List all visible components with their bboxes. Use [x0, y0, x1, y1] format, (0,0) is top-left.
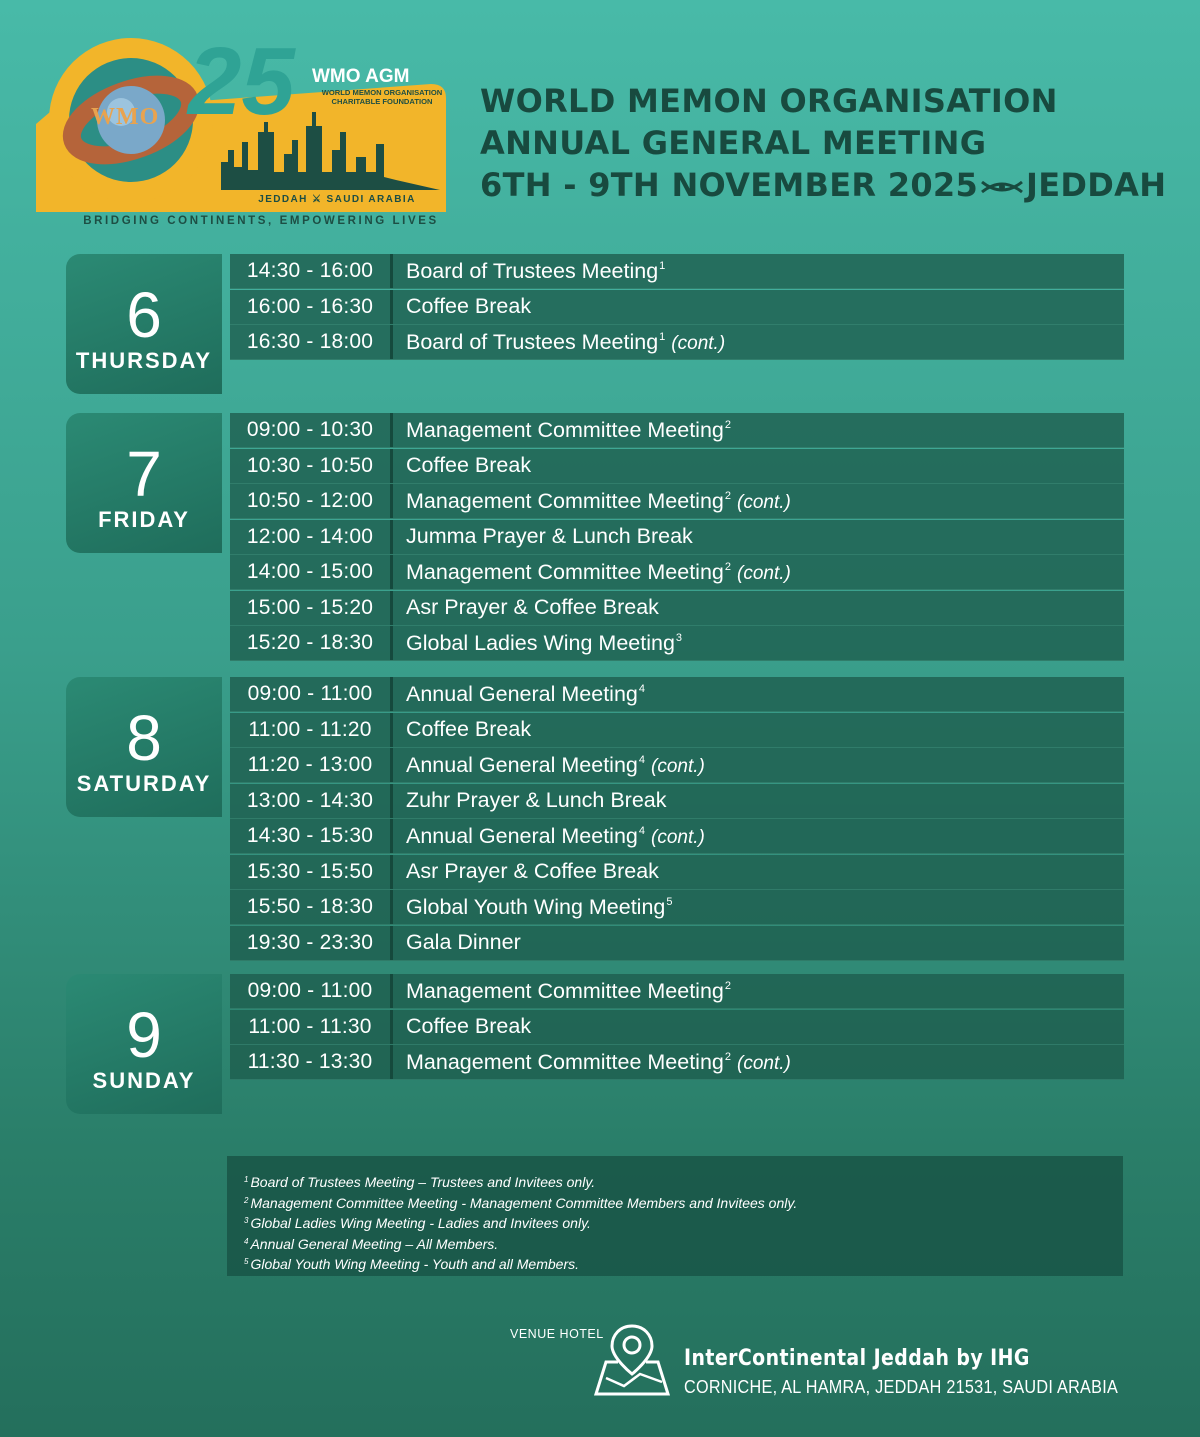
logo-agm-label: WMO AGM	[312, 66, 410, 87]
footnote-marker: 1	[659, 259, 666, 272]
session-time: 14:00 - 15:00	[230, 555, 393, 589]
day-card	[66, 974, 222, 1114]
day-number: 9	[126, 999, 162, 1071]
session-time: 15:20 - 18:30	[230, 626, 393, 660]
session-event	[393, 524, 693, 549]
session-event	[393, 895, 673, 920]
session-row	[230, 626, 1124, 661]
session-event	[393, 753, 705, 778]
session-time: 11:00 - 11:30	[230, 1010, 393, 1044]
map-pin-icon	[594, 1322, 670, 1398]
session-event	[393, 418, 731, 443]
session-time: 13:00 - 14:30	[230, 784, 393, 818]
footnote-item	[244, 1171, 1123, 1192]
footnote-marker: 2	[724, 560, 731, 573]
session-title: Coffee Break	[406, 294, 532, 318]
footnote-number: 2	[244, 1195, 249, 1205]
session-event	[393, 788, 667, 813]
footnotes-list	[227, 1156, 1123, 1274]
continued-label: (cont.)	[651, 826, 705, 848]
session-title: Zuhr Prayer & Lunch Break	[406, 788, 667, 812]
session-time: 10:50 - 12:00	[230, 484, 393, 518]
footnote-item	[244, 1253, 1123, 1274]
session-title: Management Committee Meeting	[406, 978, 724, 1003]
session-row	[230, 591, 1124, 626]
footnote-number: 3	[244, 1216, 249, 1226]
session-event	[393, 259, 665, 284]
session-title: Jumma Prayer & Lunch Break	[406, 524, 693, 548]
session-event	[393, 453, 531, 478]
session-row	[230, 713, 1124, 748]
continued-label: (cont.)	[737, 491, 791, 513]
session-title: Annual General Meeting	[406, 681, 638, 706]
session-event	[393, 979, 731, 1004]
session-time: 11:20 - 13:00	[230, 748, 393, 782]
session-row	[230, 520, 1124, 555]
session-time: 09:00 - 11:00	[230, 677, 393, 711]
session-title: Gala Dinner	[406, 930, 521, 954]
wmo-agm-logo	[36, 22, 448, 232]
session-event	[393, 631, 682, 656]
header-line-1: WORLD MEMON ORGANISATION	[480, 82, 1058, 120]
session-event	[393, 717, 531, 742]
session-event	[393, 330, 725, 355]
footnote-marker: 1	[659, 330, 666, 343]
session-title: Board of Trustees Meeting	[406, 329, 659, 354]
day-name: SUNDAY	[92, 1068, 196, 1093]
session-row	[230, 1010, 1124, 1045]
session-time: 09:00 - 11:00	[230, 974, 393, 1008]
session-row	[230, 484, 1124, 519]
session-time: 14:30 - 16:00	[230, 254, 393, 288]
footnote-text: Annual General Meeting – All Members.	[250, 1235, 499, 1252]
footnote-number: 5	[244, 1257, 249, 1267]
venue-name: InterContinental Jeddah by IHG	[684, 1346, 1030, 1371]
session-event	[393, 560, 791, 585]
footnote-marker: 4	[638, 753, 645, 766]
footnote-item	[244, 1212, 1123, 1233]
session-row	[230, 290, 1124, 325]
session-row	[230, 974, 1124, 1009]
session-time: 12:00 - 14:00	[230, 520, 393, 554]
session-title: Global Ladies Wing Meeting	[406, 630, 675, 655]
session-title: Asr Prayer & Coffee Break	[406, 595, 659, 619]
footnote-text: Board of Trustees Meeting – Trustees and Invitees only.	[250, 1174, 596, 1190]
venue-address: CORNICHE, AL HAMRA, JEDDAH 21531, SAUDI ARABIA	[684, 1377, 1119, 1397]
session-event	[393, 859, 659, 884]
footnote-marker: 2	[724, 1050, 731, 1063]
logo-edition: 25	[188, 28, 295, 135]
session-event	[393, 595, 659, 620]
day-number: 7	[126, 438, 162, 510]
session-title: Management Committee Meeting	[406, 488, 724, 513]
session-time: 16:30 - 18:00	[230, 325, 393, 359]
session-time: 15:50 - 18:30	[230, 890, 393, 924]
session-event	[393, 824, 705, 849]
session-event	[393, 1014, 531, 1039]
logo-foundation: WORLD MEMON ORGANISATION CHARITABLE FOUNDATION	[321, 88, 443, 106]
session-time: 15:00 - 15:20	[230, 591, 393, 625]
session-row	[230, 748, 1124, 783]
day-card	[66, 413, 222, 553]
footnote-text: Global Ladies Wing Meeting - Ladies and Invitees only.	[250, 1215, 591, 1232]
session-event	[393, 1050, 791, 1075]
session-row	[230, 254, 1124, 289]
day-sessions	[230, 254, 1124, 361]
session-title: Asr Prayer & Coffee Break	[406, 859, 659, 883]
header-city: JEDDAH	[1026, 166, 1167, 204]
footnote-number: 1	[244, 1175, 249, 1184]
day-name: THURSDAY	[75, 348, 213, 373]
day-sessions	[230, 413, 1124, 662]
footnote-marker: 4	[638, 682, 645, 695]
session-event	[393, 489, 791, 514]
day-card	[66, 254, 222, 394]
session-row	[230, 784, 1124, 819]
session-time: 09:00 - 10:30	[230, 413, 393, 447]
session-row	[230, 555, 1124, 590]
day-sessions	[230, 677, 1124, 961]
session-time: 10:30 - 10:50	[230, 449, 393, 483]
footnote-marker: 5	[666, 895, 673, 908]
session-title: Management Committee Meeting	[406, 559, 724, 584]
session-title: Coffee Break	[406, 453, 532, 477]
continued-label: (cont.)	[737, 562, 791, 584]
session-row	[230, 855, 1124, 890]
session-row	[230, 677, 1124, 712]
session-time: 11:30 - 13:30	[230, 1045, 393, 1079]
session-row	[230, 926, 1124, 961]
footnote-number: 4	[244, 1236, 249, 1246]
session-title: Board of Trustees Meeting	[406, 258, 659, 283]
day-card	[66, 677, 222, 817]
session-title: Management Committee Meeting	[406, 1049, 724, 1074]
footnote-item	[244, 1233, 1123, 1254]
session-event	[393, 930, 521, 955]
footnote-text: Management Committee Meeting - Management Committee Members and Invitees only.	[250, 1194, 798, 1211]
footnote-marker: 2	[724, 979, 731, 992]
footnote-item	[244, 1192, 1123, 1213]
header-line-2: ANNUAL GENERAL MEETING	[480, 124, 987, 162]
day-number: 8	[126, 702, 162, 774]
header-line-3	[480, 164, 1180, 206]
session-time: 15:30 - 15:50	[230, 855, 393, 889]
logo-initials: WMO	[91, 104, 160, 130]
footnotes-panel	[227, 1156, 1123, 1276]
session-time: 19:30 - 23:30	[230, 926, 393, 960]
session-event	[393, 682, 645, 707]
event-header	[480, 80, 1180, 206]
session-title: Coffee Break	[406, 717, 532, 741]
session-time: 16:00 - 16:30	[230, 290, 393, 324]
session-title: Annual General Meeting	[406, 752, 638, 777]
footnote-text: Global Youth Wing Meeting - Youth and all Members.	[250, 1256, 580, 1273]
crossed-swords-icon	[980, 176, 1024, 198]
session-title: Annual General Meeting	[406, 823, 638, 848]
continued-label: (cont.)	[737, 1052, 791, 1074]
session-row	[230, 449, 1124, 484]
logo-location: JEDDAH ⚔ SAUDI ARABIA	[258, 194, 416, 205]
session-title: Global Youth Wing Meeting	[406, 894, 666, 919]
session-event	[393, 294, 531, 319]
session-row	[230, 413, 1124, 448]
logo-tagline: BRIDGING CONTINENTS, EMPOWERING LIVES	[83, 215, 439, 227]
header-dates: 6TH - 9TH NOVEMBER 2025	[480, 166, 979, 204]
session-row	[230, 890, 1124, 925]
continued-label: (cont.)	[651, 755, 705, 777]
venue-label: VENUE HOTEL	[510, 1327, 604, 1341]
day-name: SATURDAY	[76, 771, 212, 796]
continued-label: (cont.)	[671, 332, 726, 354]
footnote-marker: 4	[638, 824, 645, 837]
session-time: 11:00 - 11:20	[230, 713, 393, 747]
session-row	[230, 819, 1124, 854]
session-time: 14:30 - 15:30	[230, 819, 393, 853]
day-number: 6	[126, 279, 162, 351]
session-row	[230, 325, 1124, 360]
day-sessions	[230, 974, 1124, 1081]
session-title: Coffee Break	[406, 1014, 532, 1038]
footnote-marker: 2	[724, 418, 731, 431]
footnote-marker: 3	[675, 631, 683, 644]
session-row	[230, 1045, 1124, 1080]
session-title: Management Committee Meeting	[406, 417, 724, 442]
footnote-marker: 2	[724, 489, 731, 502]
day-name: FRIDAY	[98, 507, 190, 532]
